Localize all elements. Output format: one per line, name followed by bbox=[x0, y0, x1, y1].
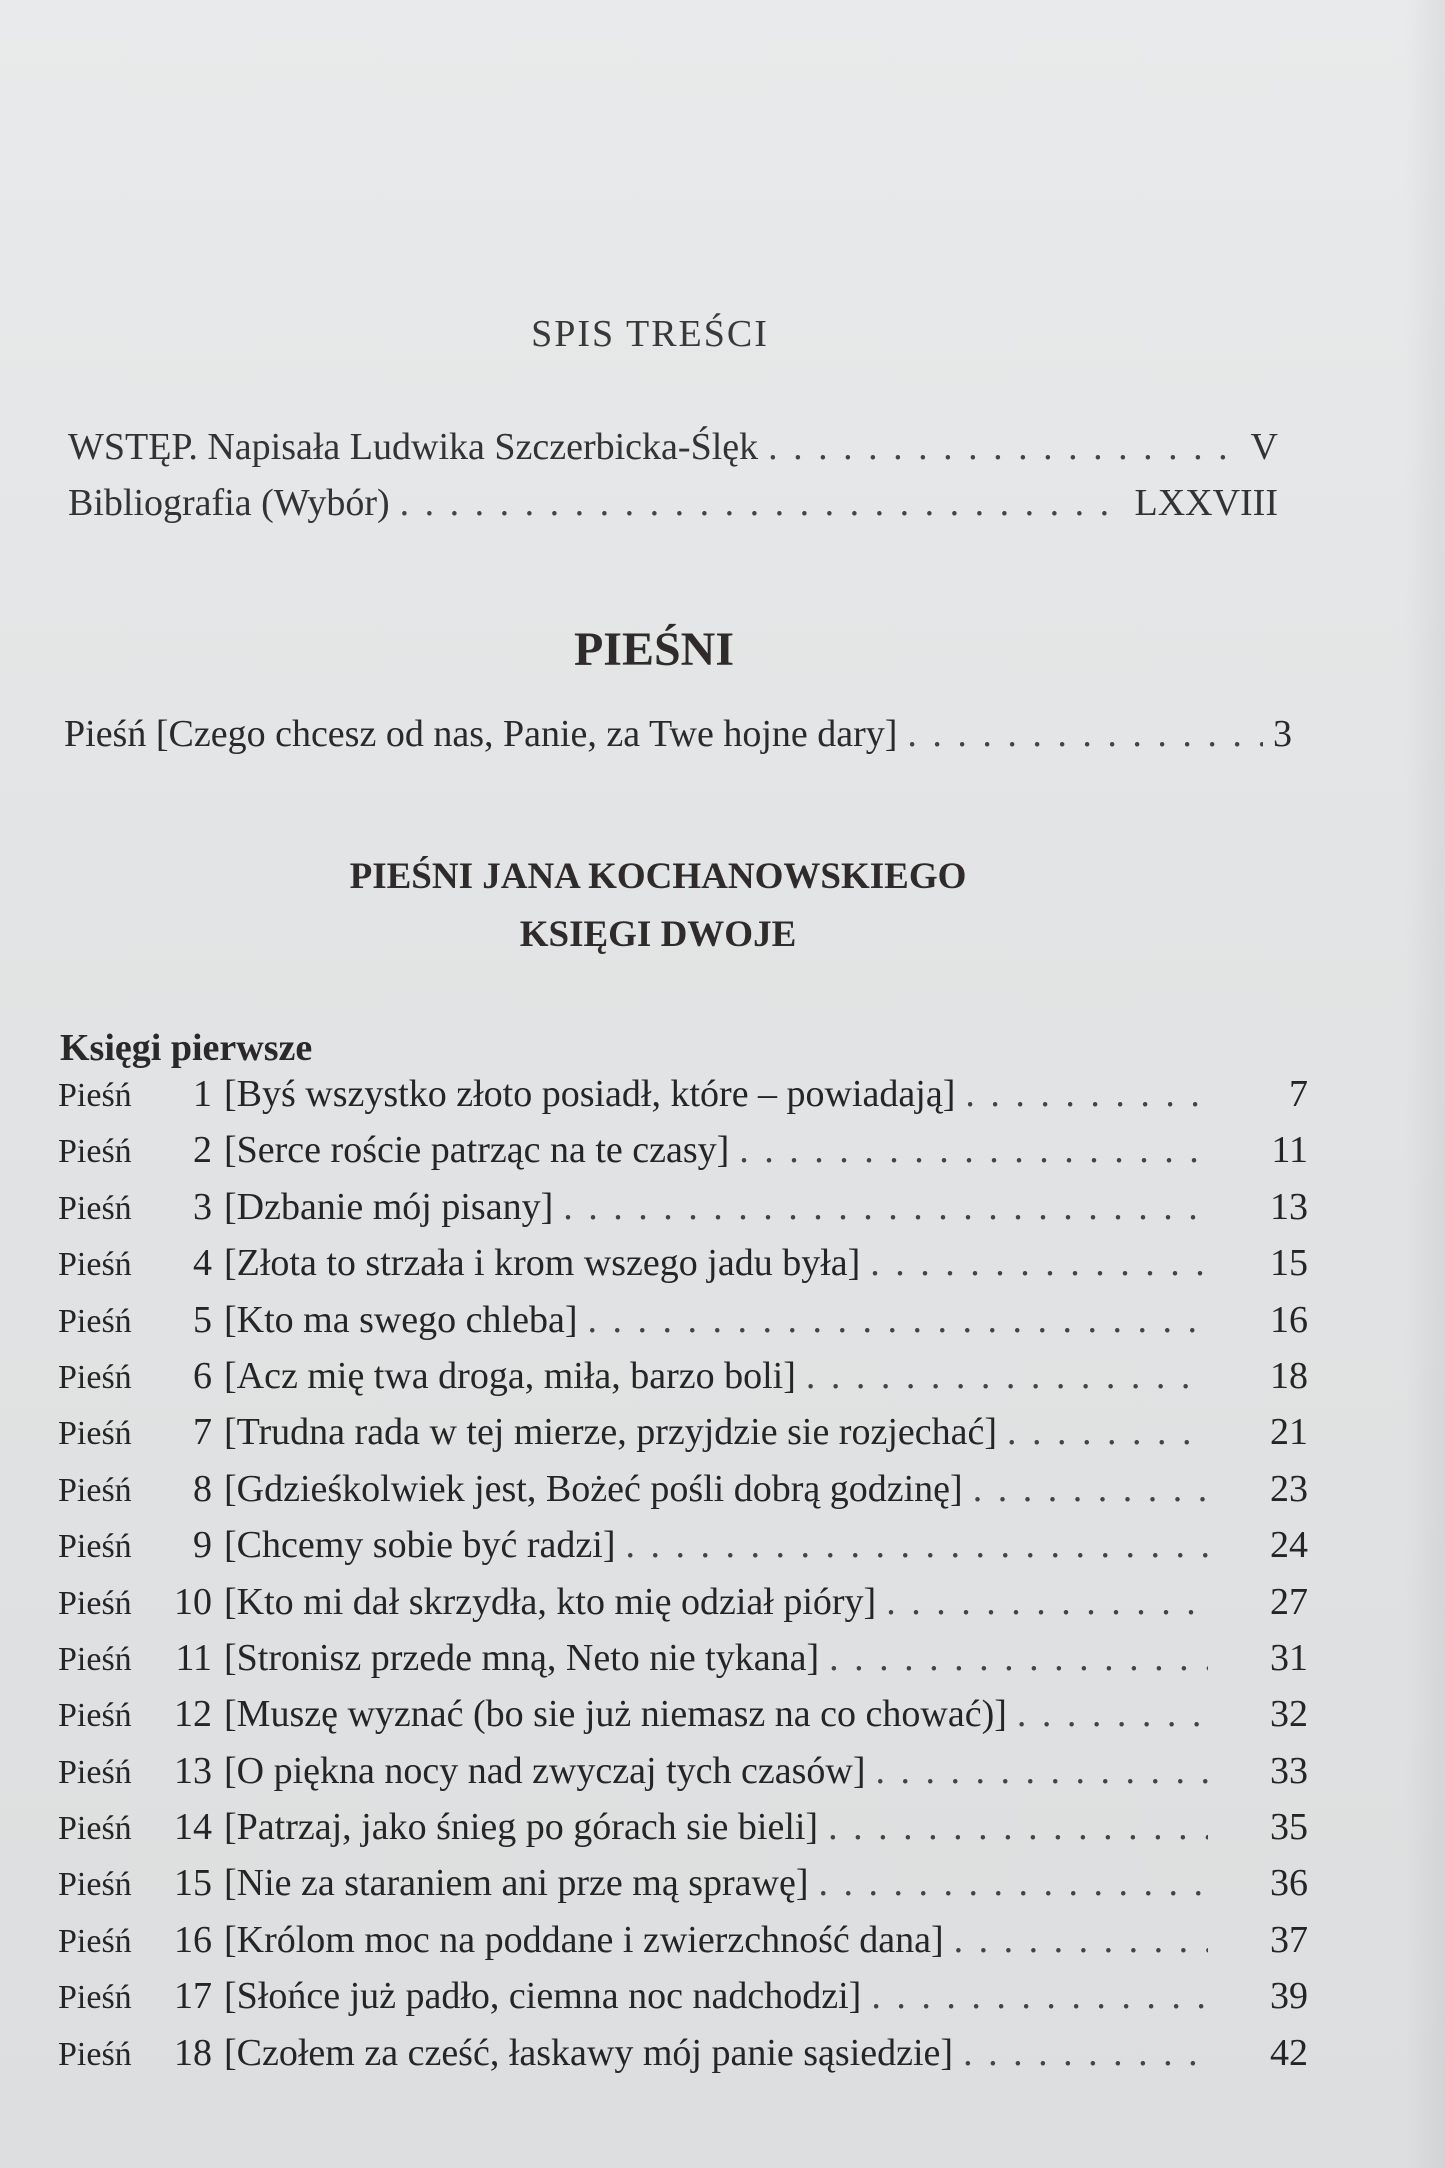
section-heading-kochanowski bbox=[0, 848, 1316, 964]
leader-dots bbox=[625, 1523, 1208, 1567]
toc-entry-song bbox=[58, 1861, 1308, 1917]
leader-dots bbox=[739, 1128, 1208, 1172]
toc-entry-song bbox=[58, 1918, 1308, 1974]
entry-page: 16 bbox=[1270, 1298, 1308, 1341]
entry-page: 11 bbox=[1271, 1129, 1308, 1172]
leader-dots bbox=[973, 1467, 1208, 1511]
song-title: [Złota to strzała i krom wszego jadu była] bbox=[224, 1242, 861, 1285]
song-title: [Trudna rada w tej mierze, przyjdzie sie rozjechać] bbox=[224, 1411, 998, 1454]
leader-dots bbox=[818, 1861, 1208, 1905]
toc-entry-song bbox=[58, 1072, 1308, 1128]
song-number: 16 bbox=[174, 1918, 212, 1961]
song-number: 11 bbox=[175, 1636, 212, 1679]
song-list bbox=[58, 1072, 1308, 2087]
song-number: 12 bbox=[174, 1693, 212, 1736]
song-prefix: Pieśń bbox=[58, 1753, 132, 1791]
toc-entry-song bbox=[58, 1523, 1308, 1579]
entry-page: 31 bbox=[1270, 1636, 1308, 1679]
song-prefix: Pieśń bbox=[58, 1866, 132, 1904]
song-number: 7 bbox=[193, 1411, 212, 1454]
song-number: 2 bbox=[193, 1129, 212, 1172]
song-number: 1 bbox=[193, 1073, 212, 1115]
song-title: [Chcemy sobie być radzi] bbox=[224, 1524, 616, 1567]
entry-page: 21 bbox=[1270, 1411, 1308, 1454]
entry-page: 23 bbox=[1270, 1467, 1308, 1510]
toc-entry-song bbox=[58, 2031, 1308, 2087]
entry-page: 36 bbox=[1270, 1862, 1308, 1905]
leader-dots bbox=[965, 1072, 1208, 1116]
song-number: 18 bbox=[174, 2031, 212, 2074]
toc-entry-song bbox=[58, 1410, 1308, 1466]
toc-entry-song bbox=[58, 1298, 1308, 1354]
toc-entry-song bbox=[58, 1467, 1308, 1523]
song-title: [Słońce już padło, ciemna noc nadchodzi] bbox=[224, 1975, 862, 2018]
leader-dots bbox=[954, 1918, 1208, 1962]
song-title: [Gdzieśkolwiek jest, Bożeć pośli dobrą godzinę] bbox=[224, 1467, 963, 1510]
song-prefix: Pieśń bbox=[58, 1077, 132, 1114]
toc-entry-song bbox=[58, 1354, 1308, 1410]
subsection-title: Księgi pierwsze bbox=[60, 1027, 313, 1069]
entry-page: V bbox=[1250, 426, 1278, 468]
leader-dots bbox=[876, 1749, 1209, 1793]
entry-label: WSTĘP. Napisała Ludwika Szczerbicka-Ślęk bbox=[68, 426, 759, 468]
entry-page: 15 bbox=[1270, 1242, 1308, 1285]
song-prefix: Pieśń bbox=[58, 1640, 132, 1678]
song-prefix: Pieśń bbox=[58, 1302, 132, 1340]
song-number: 8 bbox=[193, 1467, 212, 1510]
song-title: [Stronisz przede mną, Neto nie tykana] bbox=[224, 1636, 820, 1679]
song-prefix: Pieśń bbox=[58, 1584, 132, 1622]
entry-page: 13 bbox=[1270, 1185, 1308, 1228]
song-prefix: Pieśń bbox=[58, 1922, 132, 1960]
leader-dots bbox=[563, 1185, 1208, 1229]
song-title: [O piękna nocy nad zwyczaj tych czasów] bbox=[224, 1749, 866, 1792]
song-number: 14 bbox=[174, 1806, 212, 1849]
song-prefix: Pieśń bbox=[58, 1697, 132, 1735]
entry-page: 32 bbox=[1270, 1693, 1308, 1736]
song-title: [Dzbanie mój pisany] bbox=[224, 1185, 554, 1228]
leader-dots bbox=[1007, 1410, 1208, 1454]
song-title: [Muszę wyznać (bo sie już niemasz na co chować)] bbox=[224, 1693, 1007, 1736]
song-prefix: Pieśń bbox=[58, 1358, 132, 1396]
leader-dots bbox=[588, 1298, 1209, 1342]
entry-page: 7 bbox=[1289, 1073, 1308, 1115]
entry-page: 27 bbox=[1270, 1580, 1308, 1623]
leader-dots bbox=[806, 1354, 1208, 1398]
song-title: [Czołem za cześć, łaskawy mój panie sąsiedzie] bbox=[224, 2031, 954, 2074]
toc-entry-first-song bbox=[64, 712, 1292, 756]
song-title: [Patrzaj, jako śnieg po górach sie bieli] bbox=[224, 1806, 819, 1849]
song-title: [Acz mię twa droga, miła, barzo boli] bbox=[224, 1354, 796, 1397]
leader-dots bbox=[870, 1241, 1208, 1285]
song-prefix: Pieśń bbox=[58, 1810, 132, 1848]
entry-page: 35 bbox=[1270, 1806, 1308, 1849]
song-number: 5 bbox=[193, 1298, 212, 1341]
song-prefix: Pieśń bbox=[58, 1979, 132, 2017]
toc-entry-song bbox=[58, 1580, 1308, 1636]
song-title: [Nie za staraniem ani prze mą sprawę] bbox=[224, 1862, 809, 1905]
song-prefix: Pieśń bbox=[58, 1415, 132, 1453]
song-number: 3 bbox=[193, 1185, 212, 1228]
leader-dots bbox=[963, 2031, 1208, 2075]
song-number: 10 bbox=[174, 1580, 212, 1623]
entry-page: 37 bbox=[1270, 1918, 1308, 1961]
song-number: 17 bbox=[174, 1975, 212, 2018]
front-matter-list bbox=[68, 425, 1278, 537]
song-title: [Kto mi dał skrzydła, kto mię odział pióry] bbox=[224, 1580, 877, 1623]
entry-page: LXXVIII bbox=[1134, 482, 1278, 524]
entry-page: 18 bbox=[1270, 1354, 1308, 1397]
heading-line-2: KSIĘGI DWOJE bbox=[519, 914, 797, 955]
song-number: 4 bbox=[193, 1242, 212, 1285]
song-title: [Królom moc na poddane i zwierzchność dana] bbox=[224, 1918, 944, 1961]
song-prefix: Pieśń bbox=[58, 1471, 132, 1509]
entry-page: 39 bbox=[1270, 1975, 1308, 2018]
toc-entry-song bbox=[58, 1974, 1308, 2030]
entry-page: 33 bbox=[1270, 1749, 1308, 1792]
song-title: [Byś wszystko złoto posiadł, które – powiadają] bbox=[224, 1073, 956, 1115]
leader-dots bbox=[886, 1580, 1208, 1624]
song-prefix: Pieśń bbox=[58, 1189, 132, 1227]
toc-entry-bibliography bbox=[68, 481, 1278, 537]
entry-label: Pieśń [Czego chcesz od nas, Panie, za Twe hojne dary] bbox=[64, 713, 898, 755]
toc-entry-song bbox=[58, 1692, 1308, 1748]
entry-label: Bibliografia (Wybór) bbox=[68, 482, 390, 524]
song-title: [Serce roście patrząc na te czasy] bbox=[224, 1129, 730, 1172]
entry-page: 3 bbox=[1273, 713, 1292, 755]
song-number: 6 bbox=[193, 1354, 212, 1397]
song-prefix: Pieśń bbox=[58, 1528, 132, 1566]
toc-entry-song bbox=[58, 1185, 1308, 1241]
leader-dots bbox=[828, 1805, 1208, 1849]
song-prefix: Pieśń bbox=[58, 1246, 132, 1284]
entry-page: 42 bbox=[1270, 2031, 1308, 2074]
song-number: 15 bbox=[174, 1862, 212, 1905]
toc-entry-song bbox=[58, 1128, 1308, 1184]
leader-dots bbox=[768, 425, 1240, 469]
song-prefix: Pieśń bbox=[58, 2035, 132, 2073]
toc-entry-song bbox=[58, 1805, 1308, 1861]
section-heading-piesni: PIEŚNI bbox=[573, 623, 735, 676]
heading-line-1: PIEŚNI JANA KOCHANOWSKIEGO bbox=[349, 856, 967, 897]
entry-page: 24 bbox=[1270, 1524, 1308, 1567]
leader-dots bbox=[400, 481, 1125, 525]
song-number: 13 bbox=[174, 1749, 212, 1792]
toc-title: SPIS TREŚCI bbox=[531, 313, 769, 355]
leader-dots bbox=[1017, 1692, 1208, 1736]
song-number: 9 bbox=[193, 1524, 212, 1567]
toc-entry-introduction bbox=[68, 425, 1278, 481]
toc-entry-song bbox=[58, 1749, 1308, 1805]
leader-dots bbox=[829, 1636, 1208, 1680]
leader-dots bbox=[871, 1974, 1208, 2018]
leader-dots bbox=[907, 712, 1263, 756]
song-prefix: Pieśń bbox=[58, 1133, 132, 1171]
song-title: [Kto ma swego chleba] bbox=[224, 1298, 578, 1341]
toc-entry-song bbox=[58, 1241, 1308, 1297]
page-edge-shadow bbox=[1405, 0, 1445, 2168]
toc-entry-song bbox=[58, 1636, 1308, 1692]
